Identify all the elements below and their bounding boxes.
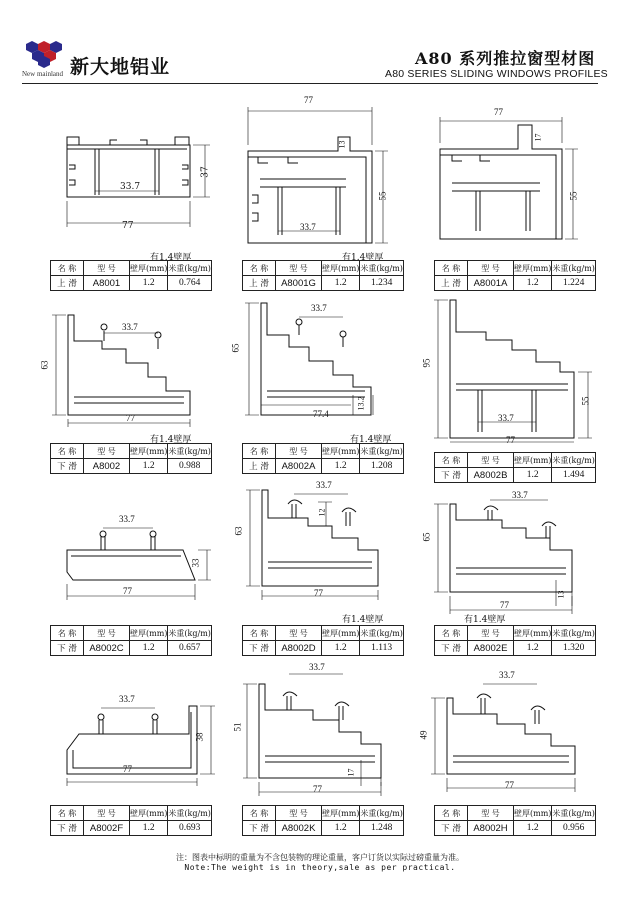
dim-a8002c-height: 33: [190, 558, 201, 568]
profile-drawing-a8002d: [232, 478, 402, 608]
hd-thickness: 壁厚(mm): [514, 626, 552, 641]
cell-model: A8002: [84, 459, 130, 474]
company-logo: [24, 38, 64, 68]
header-rule: [22, 83, 598, 84]
hd-model: 型 号: [84, 626, 130, 641]
profile-drawing-a8002f: [55, 690, 225, 790]
note-a8001g: 有1.4壁厚: [150, 253, 192, 263]
spec-table-a8001g: [242, 260, 404, 291]
note-a8001a: 有1.4壁厚: [342, 253, 384, 263]
cell-name: 下 滑: [243, 641, 276, 656]
cell-name: 下 滑: [435, 821, 468, 836]
hd-thickness: 壁厚(mm): [514, 453, 552, 468]
dim-a8002a-inner: 33.7: [311, 303, 327, 313]
dim-a8002d-width: 77: [314, 588, 323, 598]
cell-model: A8002E: [468, 641, 514, 656]
cell-thickness: 1.2: [322, 276, 360, 291]
profile-drawing-a8001g: [238, 95, 413, 250]
hd-weight: 米重(kg/m): [360, 261, 404, 276]
cell-name: 上 滑: [243, 276, 276, 291]
cell-name: 下 滑: [435, 468, 468, 483]
hd-name: 名 称: [51, 261, 84, 276]
dim-a8002-inner: 33.7: [122, 322, 138, 332]
spec-table-a8002a: [242, 443, 404, 474]
cell-weight: 0.764: [168, 276, 212, 291]
hd-weight: 米重(kg/m): [552, 261, 596, 276]
hd-weight: 米重(kg/m): [552, 626, 596, 641]
profile-drawing-a8002h: [418, 668, 590, 798]
hd-model: 型 号: [276, 261, 322, 276]
spec-table-a8001a: [434, 260, 596, 291]
dim-a8002h-height: 49: [418, 730, 429, 740]
profile-drawing-a8001: [55, 125, 225, 240]
cell-model: A8002F: [84, 821, 130, 836]
dim-a8002e-height: 65: [421, 532, 432, 542]
hd-thickness: 壁厚(mm): [130, 626, 168, 641]
dim-a8002d-inner: 33.7: [316, 480, 332, 490]
dim-a8001-inner: 33.7: [120, 182, 141, 192]
cell-thickness: 1.2: [322, 821, 360, 836]
profile-drawing-a8002a: [230, 295, 403, 430]
dim-a8002b-inner: 33.7: [498, 413, 514, 423]
dim-a8002b-height: 95: [421, 358, 432, 368]
cell-name: 下 滑: [435, 641, 468, 656]
cell-model: A8001G: [276, 276, 322, 291]
hd-weight: 米重(kg/m): [360, 444, 404, 459]
spec-table-a8002d: [242, 625, 404, 656]
hd-name: 名 称: [435, 806, 468, 821]
cell-thickness: 1.2: [514, 276, 552, 291]
note-a8002b: 有1.4壁厚: [350, 435, 392, 445]
profile-drawing-a8002b: [421, 292, 603, 447]
hd-model: 型 号: [468, 261, 514, 276]
dim-a8002a-height: 65: [230, 343, 241, 353]
cell-weight: 1.208: [360, 459, 404, 474]
spec-table-a8002e: [434, 625, 596, 656]
cell-model: A8001: [84, 276, 130, 291]
dim-a8002f-inner: 33.7: [119, 694, 135, 704]
spec-table-a8002f: [50, 805, 212, 836]
footer-note-en: Note:The weight is in theory,sale as per practical.: [184, 863, 456, 872]
cell-weight: 1.224: [552, 276, 596, 291]
dim-a8002k-lip: 17: [346, 768, 356, 777]
spec-table-a8001: [50, 260, 212, 291]
profile-drawing-a8002e: [421, 490, 593, 617]
cell-weight: 1.494: [552, 468, 596, 483]
hd-name: 名 称: [51, 444, 84, 459]
cell-weight: 1.320: [552, 641, 596, 656]
dim-a8002b-width: 77: [506, 435, 515, 445]
dim-a8001a-height: 55: [568, 191, 579, 201]
dim-a8001g-height: 55: [377, 191, 388, 201]
cell-thickness: 1.2: [322, 459, 360, 474]
dim-a8001g-notch: 13: [337, 140, 347, 149]
dim-a8001g-width: 77: [304, 95, 313, 105]
spec-table-a8002: [50, 443, 212, 474]
note-a8002a: 有1.4壁厚: [150, 435, 192, 445]
dim-a8001a-notch: 17: [533, 133, 543, 142]
hd-model: 型 号: [468, 806, 514, 821]
hd-model: 型 号: [84, 444, 130, 459]
hd-thickness: 壁厚(mm): [514, 806, 552, 821]
cell-weight: 0.956: [552, 821, 596, 836]
cell-model: A8002B: [468, 468, 514, 483]
hd-thickness: 壁厚(mm): [514, 261, 552, 276]
hd-name: 名 称: [243, 444, 276, 459]
dim-a8002f-height: 38: [194, 732, 205, 742]
profile-drawing-a8002c: [55, 510, 220, 605]
dim-a8002f-width: 77: [123, 764, 132, 774]
dim-a8002a-width: 77.4: [313, 409, 329, 419]
hd-thickness: 壁厚(mm): [130, 806, 168, 821]
hd-model: 型 号: [84, 261, 130, 276]
cell-name: 下 滑: [243, 821, 276, 836]
hd-model: 型 号: [84, 806, 130, 821]
dim-a8002c-width: 77: [123, 586, 132, 596]
hd-name: 名 称: [243, 626, 276, 641]
hd-model: 型 号: [468, 453, 514, 468]
hd-thickness: 壁厚(mm): [322, 626, 360, 641]
cell-weight: 1.113: [360, 641, 404, 656]
dim-a8002-width: 77: [126, 413, 135, 423]
cell-weight: 0.657: [168, 641, 212, 656]
hd-name: 名 称: [51, 626, 84, 641]
cell-name: 下 滑: [51, 821, 84, 836]
logo-cube-icon: [24, 38, 64, 68]
cell-weight: 1.234: [360, 276, 404, 291]
hd-weight: 米重(kg/m): [168, 626, 212, 641]
dim-a8002h-width: 77: [505, 780, 514, 790]
hd-model: 型 号: [276, 444, 322, 459]
cell-thickness: 1.2: [514, 821, 552, 836]
company-sub: New mainland: [22, 70, 64, 78]
dim-a8002-height: 63: [39, 360, 50, 370]
cell-name: 下 滑: [51, 641, 84, 656]
hd-thickness: 壁厚(mm): [130, 444, 168, 459]
cell-thickness: 1.2: [514, 641, 552, 656]
dim-a8001a-width: 77: [494, 107, 503, 117]
dim-a8001-height: 37: [200, 166, 211, 178]
spec-table-a8002b: [434, 452, 596, 483]
cell-model: A8002D: [276, 641, 322, 656]
profile-drawing-a8002k: [232, 660, 400, 800]
hd-name: 名 称: [243, 806, 276, 821]
hd-name: 名 称: [435, 261, 468, 276]
cell-weight: 0.693: [168, 821, 212, 836]
dim-a8002e-inner: 33.7: [512, 490, 528, 500]
dim-a8002d-height: 63: [233, 526, 244, 536]
hd-weight: 米重(kg/m): [552, 806, 596, 821]
hd-thickness: 壁厚(mm): [322, 261, 360, 276]
cell-model: A8001A: [468, 276, 514, 291]
spec-table-a8002c: [50, 625, 212, 656]
cell-weight: 0.988: [168, 459, 212, 474]
hd-weight: 米重(kg/m): [168, 444, 212, 459]
cell-model: A8002H: [468, 821, 514, 836]
dim-a8002b-inner-height: 55: [580, 396, 591, 406]
dim-a8002k-width: 77: [313, 784, 322, 794]
cell-name: 上 滑: [435, 276, 468, 291]
hd-name: 名 称: [243, 261, 276, 276]
cell-name: 下 滑: [51, 459, 84, 474]
cell-weight: 1.248: [360, 821, 404, 836]
dim-a8002h-inner: 33.7: [499, 670, 515, 680]
dim-a8002a-lip: 13.2: [356, 396, 366, 411]
cell-thickness: 1.2: [130, 276, 168, 291]
page-title-cn: A80 系列推拉窗型材图: [415, 49, 596, 68]
hd-weight: 米重(kg/m): [168, 806, 212, 821]
dim-a8001g-inner: 33.7: [300, 222, 316, 232]
hd-weight: 米重(kg/m): [360, 806, 404, 821]
hd-thickness: 壁厚(mm): [322, 806, 360, 821]
page-title-en: A80 SERIES SLIDING WINDOWS PROFILES: [385, 68, 608, 80]
dim-a8002e-width: 77: [500, 600, 509, 610]
hd-thickness: 壁厚(mm): [130, 261, 168, 276]
note-a8002f: 有1.4壁厚: [464, 615, 506, 625]
dim-a8001-width: 77: [122, 221, 134, 231]
dim-a8002c-inner: 33.7: [119, 514, 135, 524]
hd-model: 型 号: [276, 806, 322, 821]
cell-thickness: 1.2: [130, 641, 168, 656]
cell-thickness: 1.2: [130, 459, 168, 474]
hd-model: 型 号: [468, 626, 514, 641]
cell-thickness: 1.2: [322, 641, 360, 656]
dim-a8002k-inner: 33.7: [309, 662, 325, 672]
hd-weight: 米重(kg/m): [360, 626, 404, 641]
profile-drawing-a8001a: [430, 103, 600, 243]
hd-name: 名 称: [435, 626, 468, 641]
dim-a8002e-lip: 13: [556, 590, 566, 599]
profile-drawing-a8002: [38, 305, 213, 435]
dim-a8002d-mid: 12: [317, 508, 327, 517]
hd-weight: 米重(kg/m): [552, 453, 596, 468]
cell-name: 上 滑: [243, 459, 276, 474]
spec-table-a8002h: [434, 805, 596, 836]
cell-thickness: 1.2: [514, 468, 552, 483]
cell-model: A8002C: [84, 641, 130, 656]
hd-thickness: 壁厚(mm): [322, 444, 360, 459]
company-name: 新大地铝业: [70, 56, 171, 78]
hd-name: 名 称: [51, 806, 84, 821]
dim-a8002k-height: 51: [232, 722, 243, 732]
cell-name: 上 滑: [51, 276, 84, 291]
footer-note-cn: 注：图表中标明的重量为不含包装物的理论重量，客户订货以实际过磅重量为准。: [176, 853, 464, 862]
hd-weight: 米重(kg/m): [168, 261, 212, 276]
hd-name: 名 称: [435, 453, 468, 468]
cell-model: A8002K: [276, 821, 322, 836]
cell-model: A8002A: [276, 459, 322, 474]
note-a8002e: 有1.4壁厚: [342, 615, 384, 625]
cell-thickness: 1.2: [130, 821, 168, 836]
hd-model: 型 号: [276, 626, 322, 641]
spec-table-a8002k: [242, 805, 404, 836]
